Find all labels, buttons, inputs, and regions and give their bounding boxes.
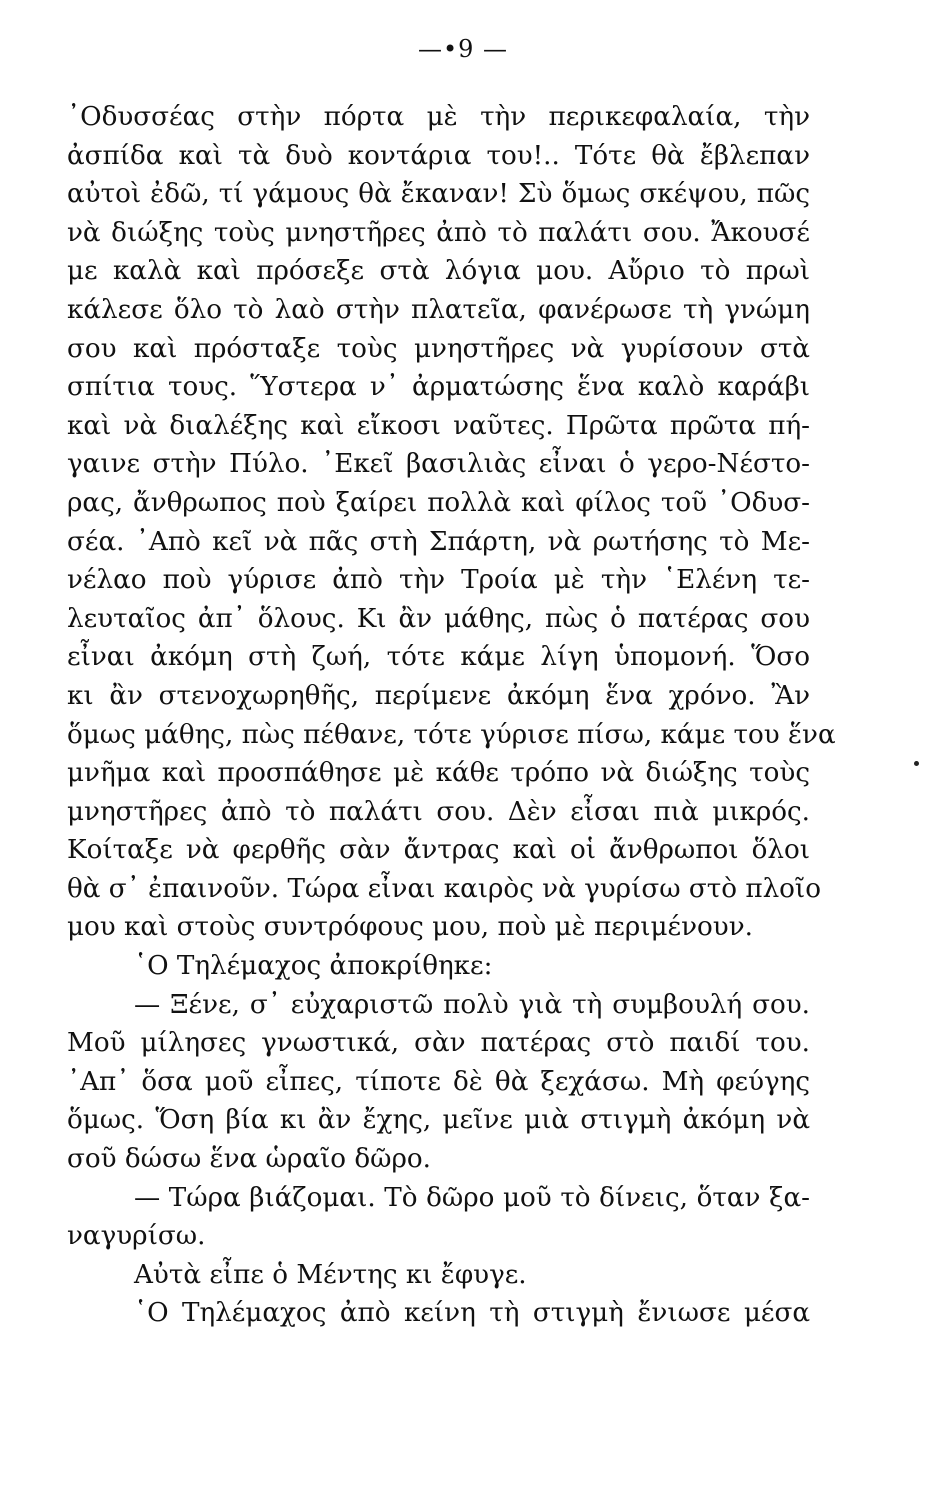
text-line: μνῆμα καὶ προσπάθησε μὲ κάθε τρόπο νὰ διώξης τοὺς bbox=[67, 758, 810, 789]
text-line: Αὐτὰ εἶπε ὁ Μέντης κι ἔφυγε. bbox=[134, 1259, 527, 1290]
text-line: ῾Ο Τηλέμαχος ἀπὸ κείνη τὴ στιγμὴ ἔνιωσε μέσα bbox=[134, 1298, 810, 1329]
text-line: αὐτοὶ ἐδῶ, τί γάμους θὰ ἔκαναν! Σὺ ὅμως σκέψου, πῶς bbox=[67, 179, 810, 210]
text-line: καὶ νὰ διαλέξης καὶ εἴκοσι ναῦτες. Πρῶτα πρῶτα πή- bbox=[67, 410, 810, 441]
text-line: — Ξένε, σ᾿ εὐχαριστῶ πολὺ γιὰ τὴ συμβουλή σου. bbox=[134, 989, 810, 1020]
body-text bbox=[67, 98, 836, 1333]
text-line: λευταῖος ἀπ᾿ ὅλους. Κι ἂν μάθης, πὼς ὁ πατέρας σου bbox=[67, 603, 810, 634]
text-line: ρας, ἄνθρωπος ποὺ ξαίρει πολλὰ καὶ φίλος τοῦ ᾿Οδυσ- bbox=[67, 487, 810, 518]
text-line: σέα. ᾿Απὸ κεῖ νὰ πᾶς στὴ Σπάρτη, νὰ ρωτήσης τὸ Με- bbox=[67, 526, 810, 557]
page-number: —•9 — bbox=[417, 35, 509, 63]
text-line: εἶναι ἀκόμη στὴ ζωή, τότε κάμε λίγη ὑπομονή. Ὅσο bbox=[67, 642, 810, 673]
text-line: Μοῦ μίλησες γνωστικά, σὰν πατέρας στὸ παιδί του. bbox=[67, 1028, 810, 1059]
text-line: σου καὶ πρόσταξε τοὺς μνηστῆρες νὰ γυρίσουν στὰ bbox=[67, 333, 810, 364]
text-line: θὰ σ᾿ ἐπαινοῦν. Τώρα εἶναι καιρὸς νὰ γυρίσω στὸ πλοῖο bbox=[67, 873, 821, 904]
text-line: — Τώρα βιάζομαι. Τὸ δῶρο μοῦ τὸ δίνεις, ὅταν ξα- bbox=[134, 1182, 810, 1213]
text-line: νέλαο ποὺ γύρισε ἀπὸ τὴν Τροία μὲ τὴν ῾Ελένη τε- bbox=[67, 565, 810, 596]
text-line: ναγυρίσω. bbox=[67, 1221, 206, 1252]
text-line: μου καὶ στοὺς συντρόφους μου, ποὺ μὲ περιμένουν. bbox=[67, 912, 753, 943]
text-line: ἀσπίδα καὶ τὰ δυὸ κοντάρια του!.. Τότε θὰ ἔβλεπαν bbox=[67, 140, 810, 171]
text-line: σοῦ δώσω ἕνα ὡραῖο δῶρο. bbox=[67, 1144, 431, 1175]
text-line: με καλὰ καὶ πρόσεξε στὰ λόγια μου. Αὔριο τὸ πρωὶ bbox=[67, 256, 810, 287]
text-line: κι ἂν στενοχωρηθῆς, περίμενε ἀκόμη ἕνα χρόνο. Ἂν bbox=[67, 680, 810, 711]
text-line: σπίτια τους. Ὕστερα ν᾿ ἀρματώσης ἕνα καλὸ καράβι bbox=[67, 372, 810, 403]
ink-speck bbox=[914, 761, 919, 766]
text-line: ὅμως. Ὅση βία κι ἂν ἔχης, μεῖνε μιὰ στιγμὴ ἀκόμη νὰ bbox=[67, 1105, 810, 1136]
text-line: Κοίταξε νὰ φερθῆς σὰν ἄντρας καὶ οἱ ἄνθρωποι ὅλοι bbox=[67, 835, 810, 866]
text-line: κάλεσε ὅλο τὸ λαὸ στὴν πλατεῖα, φανέρωσε τὴ γνώμη bbox=[67, 294, 810, 325]
text-line: ᾿Απ᾿ ὅσα μοῦ εἶπες, τίποτε δὲ θὰ ξεχάσω. Μὴ φεύγης bbox=[67, 1066, 810, 1097]
text-line: ῾Ο Τηλέμαχος ἀποκρίθηκε: bbox=[134, 951, 493, 982]
text-line: γαινε στὴν Πύλο. ᾿Εκεῖ βασιλιὰς εἶναι ὁ γερο-Νέστο- bbox=[67, 449, 810, 480]
text-line: ᾿Οδυσσέας στὴν πόρτα μὲ τὴν περικεφαλαία, τὴν bbox=[67, 102, 810, 132]
text-line: ὅμως μάθης, πὼς πέθανε, τότε γύρισε πίσω, κάμε του ἕνα bbox=[67, 719, 836, 750]
text-line: νὰ διώξης τοὺς μνηστῆρες ἀπὸ τὸ παλάτι σου. Ἄκουσέ bbox=[67, 217, 810, 248]
text-line: μνηστῆρες ἀπὸ τὸ παλάτι σου. Δὲν εἶσαι πιὰ μικρός. bbox=[67, 796, 810, 827]
